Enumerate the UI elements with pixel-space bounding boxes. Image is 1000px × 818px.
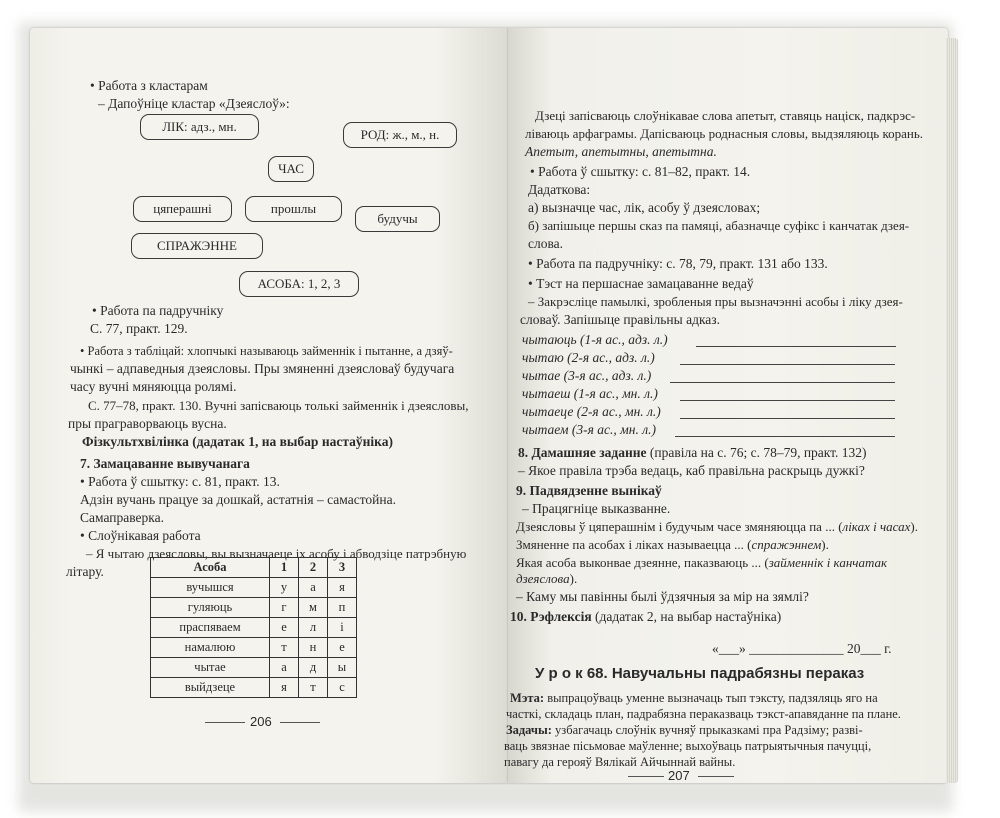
- page-edges: [946, 38, 958, 783]
- text-line: • Слоўнікавая работа: [80, 528, 201, 543]
- text-line: часу вучні мяняюцца ролямі.: [70, 379, 237, 394]
- answer-line: [680, 418, 895, 419]
- table-row: [151, 678, 357, 698]
- page-number-rule: [698, 776, 734, 777]
- text-line: • Тэст на першаснае замацаванне ведаў: [528, 276, 754, 291]
- text-line: [82, 434, 393, 450]
- table-cell: п: [328, 598, 357, 618]
- answer-span: ліках і часах: [842, 519, 911, 534]
- table-cell: я: [328, 578, 357, 598]
- table-row: [151, 618, 357, 638]
- table-cell: я: [270, 678, 299, 698]
- test-item: чытаеце (2-я ас., мн. л.): [522, 404, 661, 419]
- table-cell: т: [299, 678, 328, 698]
- text-line: [518, 445, 867, 461]
- table-row: [151, 598, 357, 618]
- text-line: Дзеці запісваюць слоўнікавае слова апетыт, ставяць націск, падкрэс-: [535, 108, 916, 123]
- table-cell: а: [270, 658, 299, 678]
- table-row: [151, 578, 357, 598]
- date-line: «___» ______________ 20___ г.: [712, 641, 892, 656]
- table-header: 3: [328, 558, 357, 578]
- text-line: Самаправерка.: [80, 510, 164, 525]
- cluster-box-chas: ЧАС: [268, 156, 314, 182]
- text-line: – Працягніце выказванне.: [522, 501, 671, 516]
- table-cell: т: [270, 638, 299, 658]
- text-line: • Работа па падручніку: [92, 303, 224, 318]
- table-header: Асоба: [151, 558, 270, 578]
- text-line: [506, 722, 863, 738]
- section-heading: 7. Замацаванне вывучанага: [80, 456, 250, 471]
- text-line: – Якое правіла трэба ведаць, каб правільна раскрыць дужкі?: [518, 463, 865, 478]
- answer-line: [670, 382, 895, 383]
- table-cell: праспяваем: [151, 618, 270, 638]
- text-line: – Каму мы павінны былі ўдзячныя за мір на зямлі?: [516, 589, 809, 604]
- text-line: – Закрэсліце памылкі, зробленыя пры вызначэнні асобы і ліку дзея-: [528, 294, 903, 309]
- text-line: • Работа ў сшытку: с. 81–82, практ. 14.: [530, 164, 751, 179]
- page-number-rule: [280, 722, 320, 723]
- table-cell: і: [328, 618, 357, 638]
- table-row: [151, 638, 357, 658]
- cluster-box-cyaperashni: цяперашні: [133, 196, 232, 222]
- tasks-text: узбагачаць слоўнік вучняў прыказкамі пра Радзіму; разві-: [555, 723, 863, 737]
- answer-line: [696, 346, 896, 347]
- section-detail: (правіла на с. 76; с. 78–79, практ. 132): [649, 445, 867, 460]
- text-line: [516, 537, 829, 553]
- text-line: часткі, складаць план, падрабязна пераказваць тэкст-апавяданне па плане.: [506, 707, 901, 721]
- table-cell: н: [299, 638, 328, 658]
- tasks-label: Задачы:: [506, 723, 552, 737]
- test-item: чытаю (2-я ас., адз. л.): [522, 350, 655, 365]
- test-item: чытаюць (1-я ас., адз. л.): [522, 332, 668, 347]
- page-number-left: 206: [250, 714, 272, 729]
- text-line: [510, 690, 878, 706]
- table-cell: е: [270, 618, 299, 638]
- table-cell: вучышся: [151, 578, 270, 598]
- section-heading: 8. Дамашняе заданне: [518, 445, 647, 460]
- table-cell: гуляюць: [151, 598, 270, 618]
- text-span: ).: [821, 537, 829, 552]
- text-line: – Дапоўніце кластар «Дзеяслоў»:: [98, 96, 290, 111]
- text-line: пры праграворваюць вусна.: [68, 416, 227, 431]
- text-line: [516, 519, 918, 535]
- table-header-row: [151, 558, 357, 578]
- page-number-rule: [628, 776, 664, 777]
- word-table: [150, 557, 357, 698]
- text-line: б) запішыце першы сказ па памяці, абазначце суфікс і канчатак дзея-: [528, 218, 910, 233]
- text-line: С. 77, практ. 129.: [90, 321, 188, 336]
- answer-span: спражэннем: [751, 537, 822, 552]
- table-cell: м: [299, 598, 328, 618]
- text-line: а) вызначце час, лік, асобу ў дзеясловах;: [528, 200, 761, 215]
- cluster-box-lik: ЛІК: адз., мн.: [140, 114, 259, 140]
- table-cell: намалюю: [151, 638, 270, 658]
- cluster-box-rod: РОД: ж., м., н.: [343, 122, 457, 148]
- text-line: літару.: [66, 564, 104, 579]
- table-cell: с: [328, 678, 357, 698]
- text-line: словаў. Запішыце правільны адказ.: [520, 312, 720, 327]
- text-line: павагу да герояў Вялікай Айчыннай вайны.: [504, 755, 736, 769]
- table-cell: у: [270, 578, 299, 598]
- text-line: ваць звязнае пісьмовае маўленне; выхоўваць патрыятычныя пачуцці,: [504, 739, 872, 753]
- text-span: Змяненне па асобах і ліках называецца ... (: [516, 537, 752, 552]
- table-cell: а: [299, 578, 328, 598]
- table-header: 2: [299, 558, 328, 578]
- table-row: [151, 658, 357, 678]
- goal-label: Мэта:: [510, 691, 545, 705]
- lesson-title: У р о к 68. Навучальны падрабязны пераказ: [535, 665, 865, 682]
- text-line: чынкі – адпаведныя дзеясловы. Пры змяненні дзеясловаў будучага: [70, 361, 455, 376]
- text-line: • Работа з табліцай: хлопчыкі называюць займеннік і пытанне, а дзяў-: [80, 344, 453, 358]
- table-cell: л: [299, 618, 328, 638]
- table-cell: г: [270, 598, 299, 618]
- answer-span: займеннік і канчатак: [768, 555, 888, 570]
- text-line: • Работа ў сшытку: с. 81, практ. 13.: [80, 474, 280, 489]
- table-cell: е: [328, 638, 357, 658]
- table-cell: выйдзеце: [151, 678, 270, 698]
- text-line: [516, 555, 887, 571]
- text-span: ).: [910, 519, 918, 534]
- cluster-box-buduchy: будучы: [355, 206, 440, 232]
- cluster-box-proshly: прошлы: [245, 196, 342, 222]
- text-line: С. 77–78, практ. 130. Вучні запісваюць толькі займеннік і дзеясловы,: [88, 398, 469, 413]
- text-line: слова.: [528, 236, 564, 251]
- text-span: Якая асоба выконвае дзеянне, паказваюць ... (: [516, 555, 769, 570]
- section-heading: 9. Падвядзенне вынікаў: [516, 483, 662, 498]
- text-line: – Я чытаю дзеясловы, вы вызначаеце іх асобу і абводзіце патрэбную: [86, 546, 467, 561]
- section-heading: 10. Рэфлексія: [510, 609, 592, 624]
- answer-line: [680, 400, 895, 401]
- test-item: чытаеш (1-я ас., мн. л.): [522, 386, 658, 401]
- table-header: 1: [270, 558, 299, 578]
- fizkult-label: Фізкультхвілінка (дадатак 1, на выбар настаўніка): [82, 434, 393, 449]
- text-line: • Работа па падручніку: с. 78, 79, практ. 131 або 133.: [528, 256, 828, 271]
- text-line: [516, 571, 577, 587]
- text-span: Дзеясловы ў цяперашнім і будучым часе змяняюцца па ... (: [516, 519, 843, 534]
- table-cell: д: [299, 658, 328, 678]
- table-cell: чытае: [151, 658, 270, 678]
- text-line: Адзін вучань працуе за дошкай, астатнія – самастойна.: [80, 492, 396, 507]
- answer-span: дзеяслова: [516, 571, 570, 586]
- table-cell: ы: [328, 658, 357, 678]
- cluster-box-spravzhenne: СПРАЖЭННЕ: [131, 233, 263, 259]
- test-item: чытае (3-я ас., адз. л.): [522, 368, 652, 383]
- section-detail: (дадатак 2, на выбар настаўніка): [595, 609, 782, 624]
- answer-line: [675, 436, 895, 437]
- text-span: ).: [569, 571, 578, 586]
- answer-line: [680, 364, 895, 365]
- text-line: Дадаткова:: [528, 182, 591, 197]
- text-line: Апетыт, апетытны, апетытна.: [525, 144, 717, 159]
- cluster-box-asoba: АСОБА: 1, 2, 3: [239, 271, 359, 297]
- page-number-right: 207: [668, 768, 690, 783]
- test-item: чытаем (3-я ас., мн. л.): [522, 422, 656, 437]
- text-line: • Работа з кластарам: [90, 78, 208, 93]
- text-line: [510, 609, 781, 625]
- page-number-rule: [205, 722, 245, 723]
- goal-text: выпрацоўваць уменне вызначаць тып тэксту, падзяляць яго на: [547, 691, 878, 705]
- text-line: ліваюць арфаграмы. Дапісваюць роднасныя словы, выдзяляюць корань.: [525, 126, 924, 141]
